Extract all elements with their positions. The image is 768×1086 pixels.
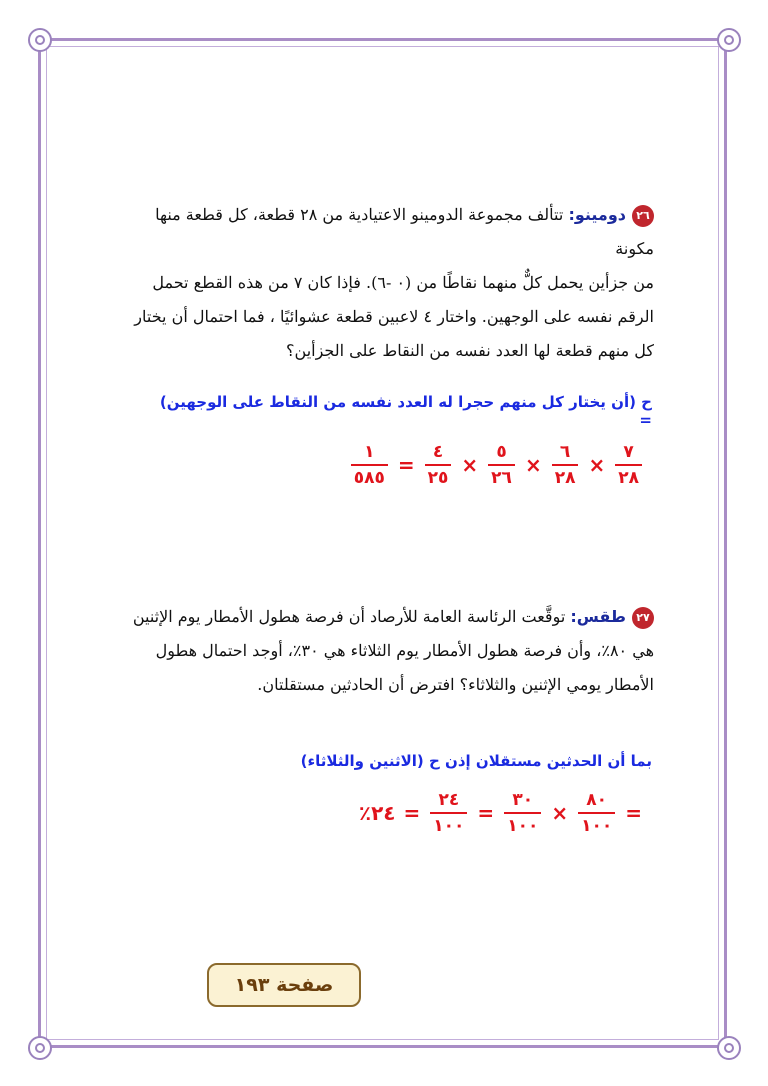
fraction — [425, 442, 452, 488]
fraction — [552, 442, 579, 488]
numerator: ٦ — [559, 442, 571, 462]
equals-sign: = — [625, 801, 642, 825]
equals-sign: = — [477, 801, 495, 825]
problem-26-keyword: دومينو: — [568, 205, 626, 224]
denominator: ٢٨ — [615, 464, 642, 488]
corner-ornament-bottom-left — [28, 1036, 52, 1060]
fraction — [615, 442, 642, 488]
multiply-sign: × — [551, 801, 569, 825]
numerator: ٣٠ — [512, 790, 534, 810]
problem-26-line-2: من جزأين يحمل كلٌّ منهما نقاطًا من (٠ -٦). فإذا كان ٧ من هذه القطع تحمل — [152, 273, 654, 292]
problem-27-line-2: هي ٨٠٪، وأن فرصة هطول الأمطار يوم الثلاثاء هي ٣٠٪، أوجد احتمال هطول — [155, 641, 654, 660]
problem-26-line-4: كل منهم قطعة لها العدد نفسه من النقاط على الجزأين؟ — [286, 341, 654, 360]
problem-26-line-3: الرقم نفسه على الوجهين. واختار ٤ لاعبين قطعة عشوائيًا ، فما احتمال أن يختار — [134, 307, 654, 326]
result-fraction — [351, 442, 388, 488]
denominator: ١٠٠ — [430, 812, 467, 836]
result-percent: ٢٤٪ — [358, 801, 396, 825]
multiply-sign: × — [588, 453, 606, 477]
fraction — [430, 790, 467, 836]
problem-27-line-1 — [112, 600, 654, 634]
corner-ornament-top-left — [28, 28, 52, 52]
problem-27-line-3: الأمطار يومي الإثنين والثلاثاء؟ افترض أن الحادثين مستقلتان. — [257, 675, 654, 694]
denominator: ٢٥ — [425, 464, 452, 488]
page-number-box — [207, 963, 361, 1007]
denominator: ١٠٠ — [504, 812, 541, 836]
problem-27-solution-label: بما أن الحدثين مستقلان إذن ح (الاثنين والثلاثاء) — [300, 752, 652, 770]
problem-27 — [112, 600, 654, 702]
numerator: ١ — [364, 442, 375, 462]
problem-26 — [112, 198, 654, 368]
equals-sign: = — [403, 801, 421, 825]
page-number-label: صفحة ١٩٣ — [234, 974, 334, 996]
numerator: ٤ — [432, 442, 444, 462]
multiply-sign: × — [524, 453, 542, 477]
numerator: ٧ — [623, 442, 634, 462]
page-border-inner — [46, 46, 719, 1040]
problem-27-number-badge: ٢٧ — [632, 607, 654, 629]
fraction — [578, 790, 615, 836]
denominator: ٢٦ — [488, 464, 515, 488]
corner-ornament-bottom-right — [717, 1036, 741, 1060]
multiply-sign: × — [461, 453, 479, 477]
problem-26-solution-label: ح (أن يختار كل منهم حجرا له العدد نفسه من النقاط على الوجهين) = — [159, 393, 652, 429]
fraction — [488, 442, 515, 488]
corner-ornament-top-right — [717, 28, 741, 52]
problem-26-text-1: تتألف مجموعة الدومينو الاعتيادية من ٢٨ قطعة، كل قطعة منها مكونة — [155, 205, 654, 258]
problem-26-line-1 — [112, 198, 654, 266]
problem-26-equation — [345, 442, 648, 488]
numerator: ٥ — [496, 442, 507, 462]
problem-27-keyword: طقس: — [570, 607, 626, 626]
numerator: ٢٤ — [438, 790, 460, 810]
denominator: ١٠٠ — [578, 812, 615, 836]
numerator: ٨٠ — [586, 790, 608, 810]
problem-26-number-badge: ٢٦ — [632, 205, 654, 227]
problem-27-equation — [355, 790, 646, 836]
denominator: ٥٨٥ — [351, 464, 388, 488]
equals-sign: = — [397, 453, 415, 477]
denominator: ٢٨ — [552, 464, 579, 488]
problem-27-text-1: توقَّعت الرئاسة العامة للأرصاد أن فرصة هطول الأمطار يوم الإثنين — [132, 607, 566, 626]
fraction — [504, 790, 541, 836]
